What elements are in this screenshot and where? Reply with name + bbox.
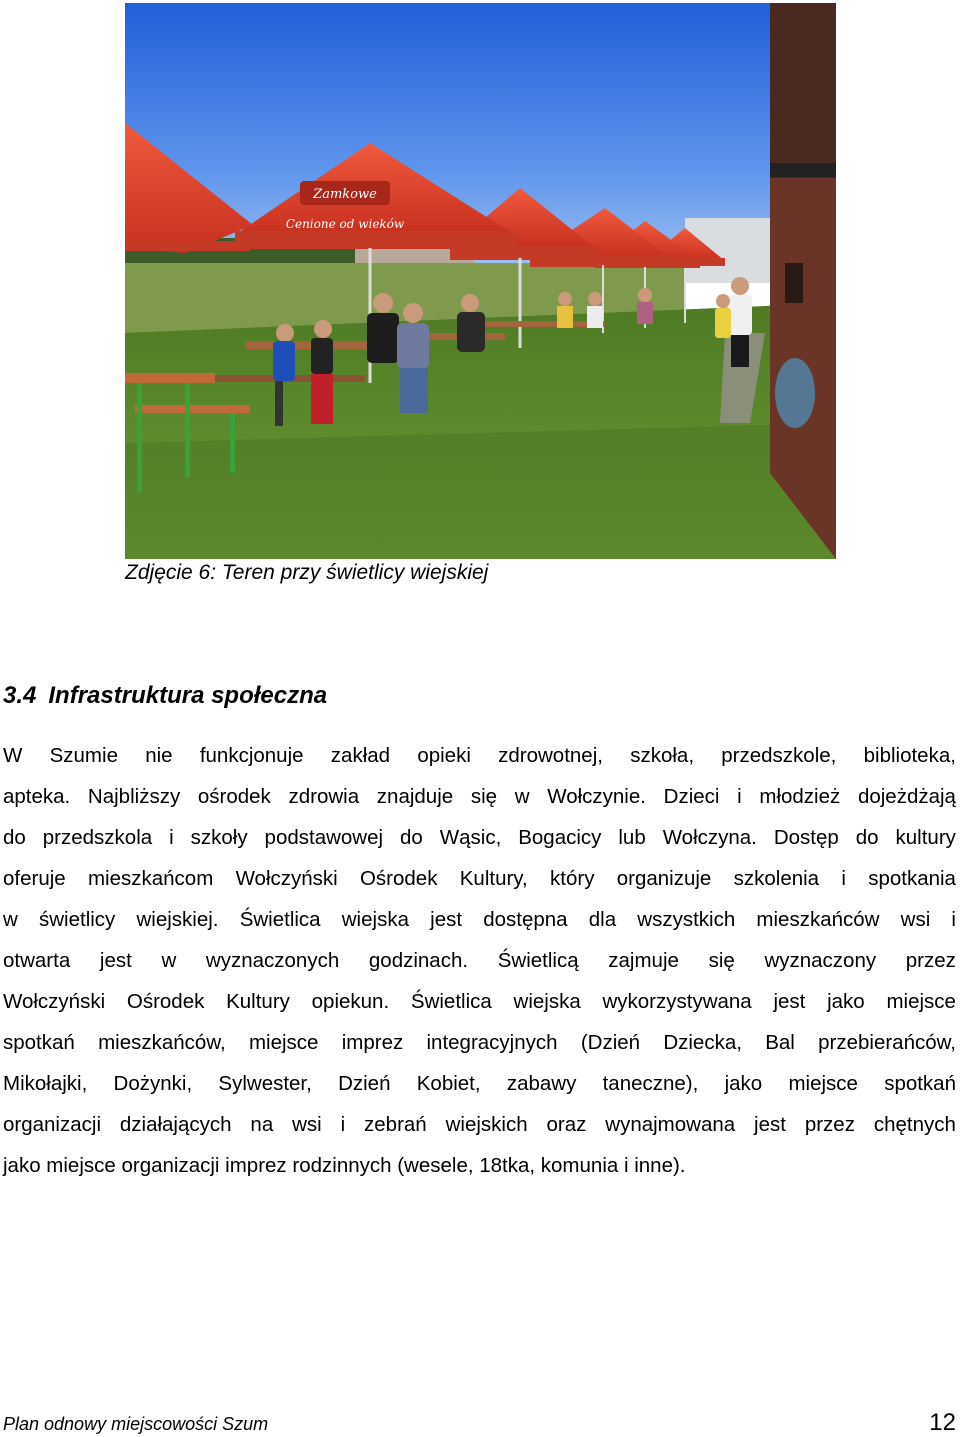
paragraph-line: w świetlicy wiejskiej. Świetlica wiejska jest dostępna dla wszystkich mieszkańców wsi i bbox=[3, 908, 956, 931]
photo-village-hall-grounds bbox=[125, 3, 836, 559]
paragraph-line: Mikołajki, Dożynki, Sylwester, Dzień Kobiet, zabawy taneczne), jako miejsce spotkań bbox=[3, 1072, 956, 1095]
section-paragraph bbox=[3, 735, 956, 1186]
paragraph-line: organizacji działających na wsi i zebrań wiejskich oraz wynajmowana jest przez chętnych bbox=[3, 1113, 956, 1136]
section-title: Infrastruktura społeczna bbox=[48, 682, 328, 709]
umbrella-brand-text: Zamkowe bbox=[313, 187, 377, 202]
paragraph-line: jako miejsce organizacji imprez rodzinnych (wesele, 18tka, komunia i inne). bbox=[3, 1154, 686, 1177]
paragraph-line: W Szumie nie funkcjonuje zakład opieki zdrowotnej, szkoła, przedszkole, biblioteka, bbox=[3, 744, 956, 767]
paragraph-line: oferuje mieszkańcom Wołczyński Ośrodek Kultury, który organizuje szkolenia i spotkania bbox=[3, 867, 956, 890]
section-number: 3.4 bbox=[3, 682, 37, 709]
section-heading bbox=[3, 682, 327, 710]
paragraph-line: apteka. Najbliższy ośrodek zdrowia znajduje się w Wołczynie. Dzieci i młodzież dojeżdżają bbox=[3, 785, 956, 808]
paragraph-line: Wołczyński Ośrodek Kultury opiekun. Świetlica wiejska wykorzystywana jest jako miejsce bbox=[3, 990, 956, 1013]
paragraph-line: do przedszkola i szkoły podstawowej do Wąsic, Bogacicy lub Wołczyna. Dostęp do kultury bbox=[3, 826, 956, 849]
photo-caption: Zdjęcie 6: Teren przy świetlicy wiejskiej bbox=[125, 561, 489, 584]
footer-document-title: Plan odnowy miejscowości Szum bbox=[3, 1414, 269, 1434]
paragraph-line: otwarta jest w wyznaczonych godzinach. Świetlicą zajmuje się wyznaczony przez bbox=[3, 949, 956, 972]
paragraph-line: spotkań mieszkańców, miejsce imprez integracyjnych (Dzień Dziecka, Bal przebierańców, bbox=[3, 1031, 956, 1054]
umbrella-slogan-text: Cenione od wieków bbox=[285, 217, 405, 231]
footer-page-number: 12 bbox=[929, 1409, 956, 1436]
